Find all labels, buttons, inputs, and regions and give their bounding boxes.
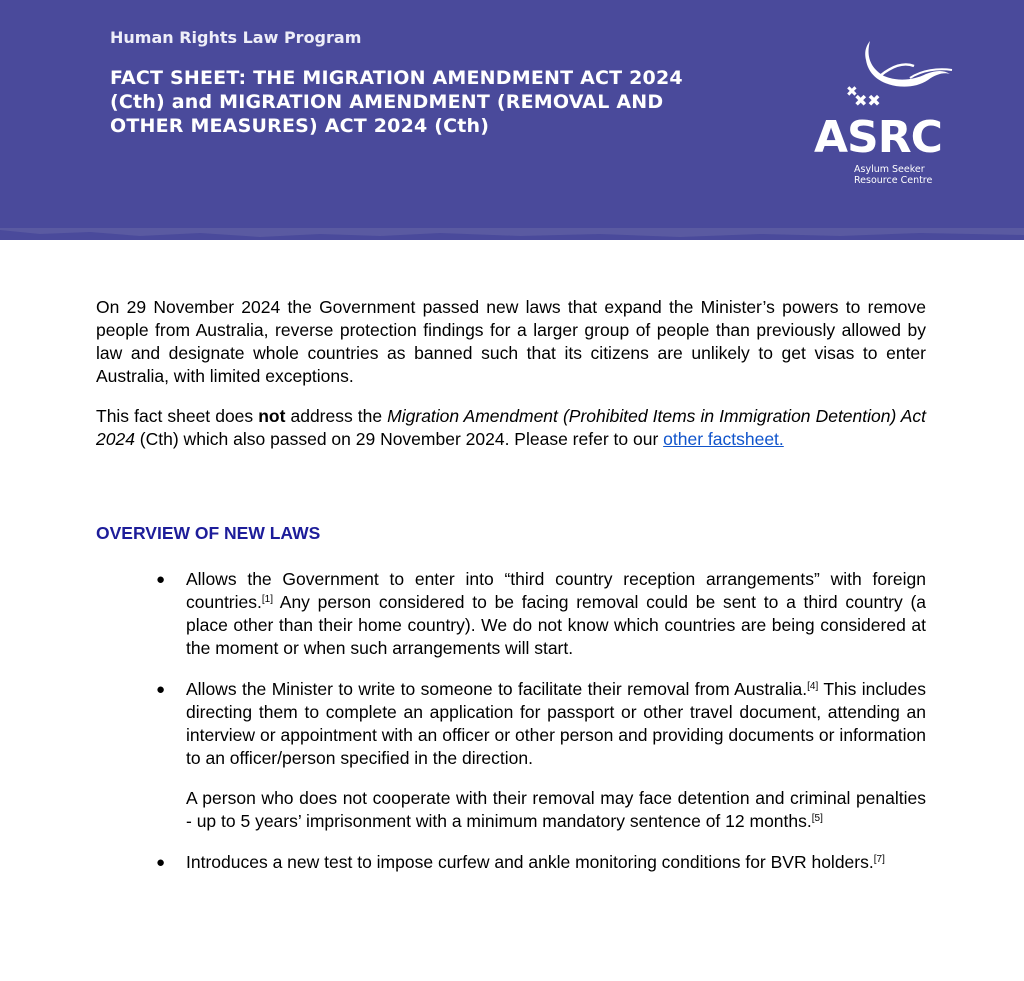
page-title: FACT SHEET: THE MIGRATION AMENDMENT ACT 2024 (Cth) and MIGRATION AMENDMENT (REMOVAL AND OTHER MEASURES) ACT 2024 (Cth) — [110, 67, 683, 137]
intro-section — [96, 296, 926, 451]
header-banner — [0, 0, 1024, 240]
note-bold-not: not — [258, 406, 286, 426]
bullet-3-text — [186, 851, 926, 874]
list-item — [96, 568, 926, 660]
intro-paragraph: On 29 November 2024 the Government passed new laws that expand the Minister’s powers to remove people from Australia, reverse protection findings for a larger group of people than previously allowed by law and designate whole countries as banned such that its citizens are unlikely to get visas to enter Australia, with limited exceptions. — [96, 297, 926, 386]
svg-text:✖: ✖ — [846, 84, 858, 100]
logo-subtitle-line-1: Asylum Seeker — [854, 164, 925, 175]
bullet-1-text — [186, 568, 926, 660]
overview-bullet-list — [96, 568, 926, 892]
banner-brush-edge — [0, 210, 1024, 240]
bullet-2-text — [186, 678, 926, 770]
bullet-icon: ● — [156, 571, 166, 588]
bullet-icon: ● — [156, 854, 166, 871]
bullet-3-part-1: Introduces a new test to impose curfew and ankle monitoring conditions for BVR holders. — [186, 852, 874, 872]
bullet-2-part-1: Allows the Minister to write to someone to facilitate their removal from Australia. — [186, 679, 808, 699]
bullet-2-part-2: This includes directing them to complete an application for passport or other travel document, attending an interview or appointment with an officer or other person and providing documents or information to an officer/person specified in the direction. — [186, 679, 926, 768]
other-factsheet-link[interactable]: other factsheet. — [663, 429, 784, 449]
asrc-logo — [810, 36, 960, 196]
bullet-1-part-1: Allows the Government to enter into “third country reception arrangements” with foreign countries. — [186, 569, 926, 612]
list-item — [96, 851, 926, 874]
bullet-icon: ● — [156, 681, 166, 698]
factsheet-note-paragraph — [96, 405, 926, 451]
bullet-2-p2-text: A person who does not cooperate with their removal may face detention and criminal penalties - up to 5 years’ imprisonment with a minimum mandatory sentence of 12 months. — [186, 788, 926, 831]
bullet-1-part-2: Any person considered to be facing removal could be sent to a third country (a place other than their home country). We do not know which countries are being considered at the moment or when such arrangements will start. — [186, 592, 926, 658]
note-text-1: This fact sheet does — [96, 406, 259, 426]
note-italic-act: Migration Amendment (Prohibited Items in Immigration Detention) Act 2024 — [96, 406, 926, 449]
dove-logo-icon — [840, 36, 960, 116]
footnote-ref-1[interactable]: [1] — [261, 594, 273, 605]
svg-text:✖✖: ✖✖ — [854, 91, 881, 110]
list-item — [96, 678, 926, 833]
bullet-2-paragraph-2 — [186, 787, 926, 833]
footnote-ref-7[interactable]: [7] — [873, 854, 885, 865]
logo-subtitle-line-2: Resource Centre — [854, 175, 933, 186]
footnote-ref-4[interactable]: [4] — [807, 681, 819, 692]
note-text-3: (Cth) which also passed on 29 November 2024. Please refer to our — [134, 429, 664, 449]
program-name: Human Rights Law Program — [110, 28, 362, 47]
section-heading: OVERVIEW OF NEW LAWS — [96, 523, 321, 543]
logo-subtitle — [854, 164, 964, 186]
footnote-ref-5[interactable]: [5] — [811, 813, 823, 824]
note-text-2: address the — [285, 406, 388, 426]
logo-text: ASRC — [814, 112, 942, 163]
